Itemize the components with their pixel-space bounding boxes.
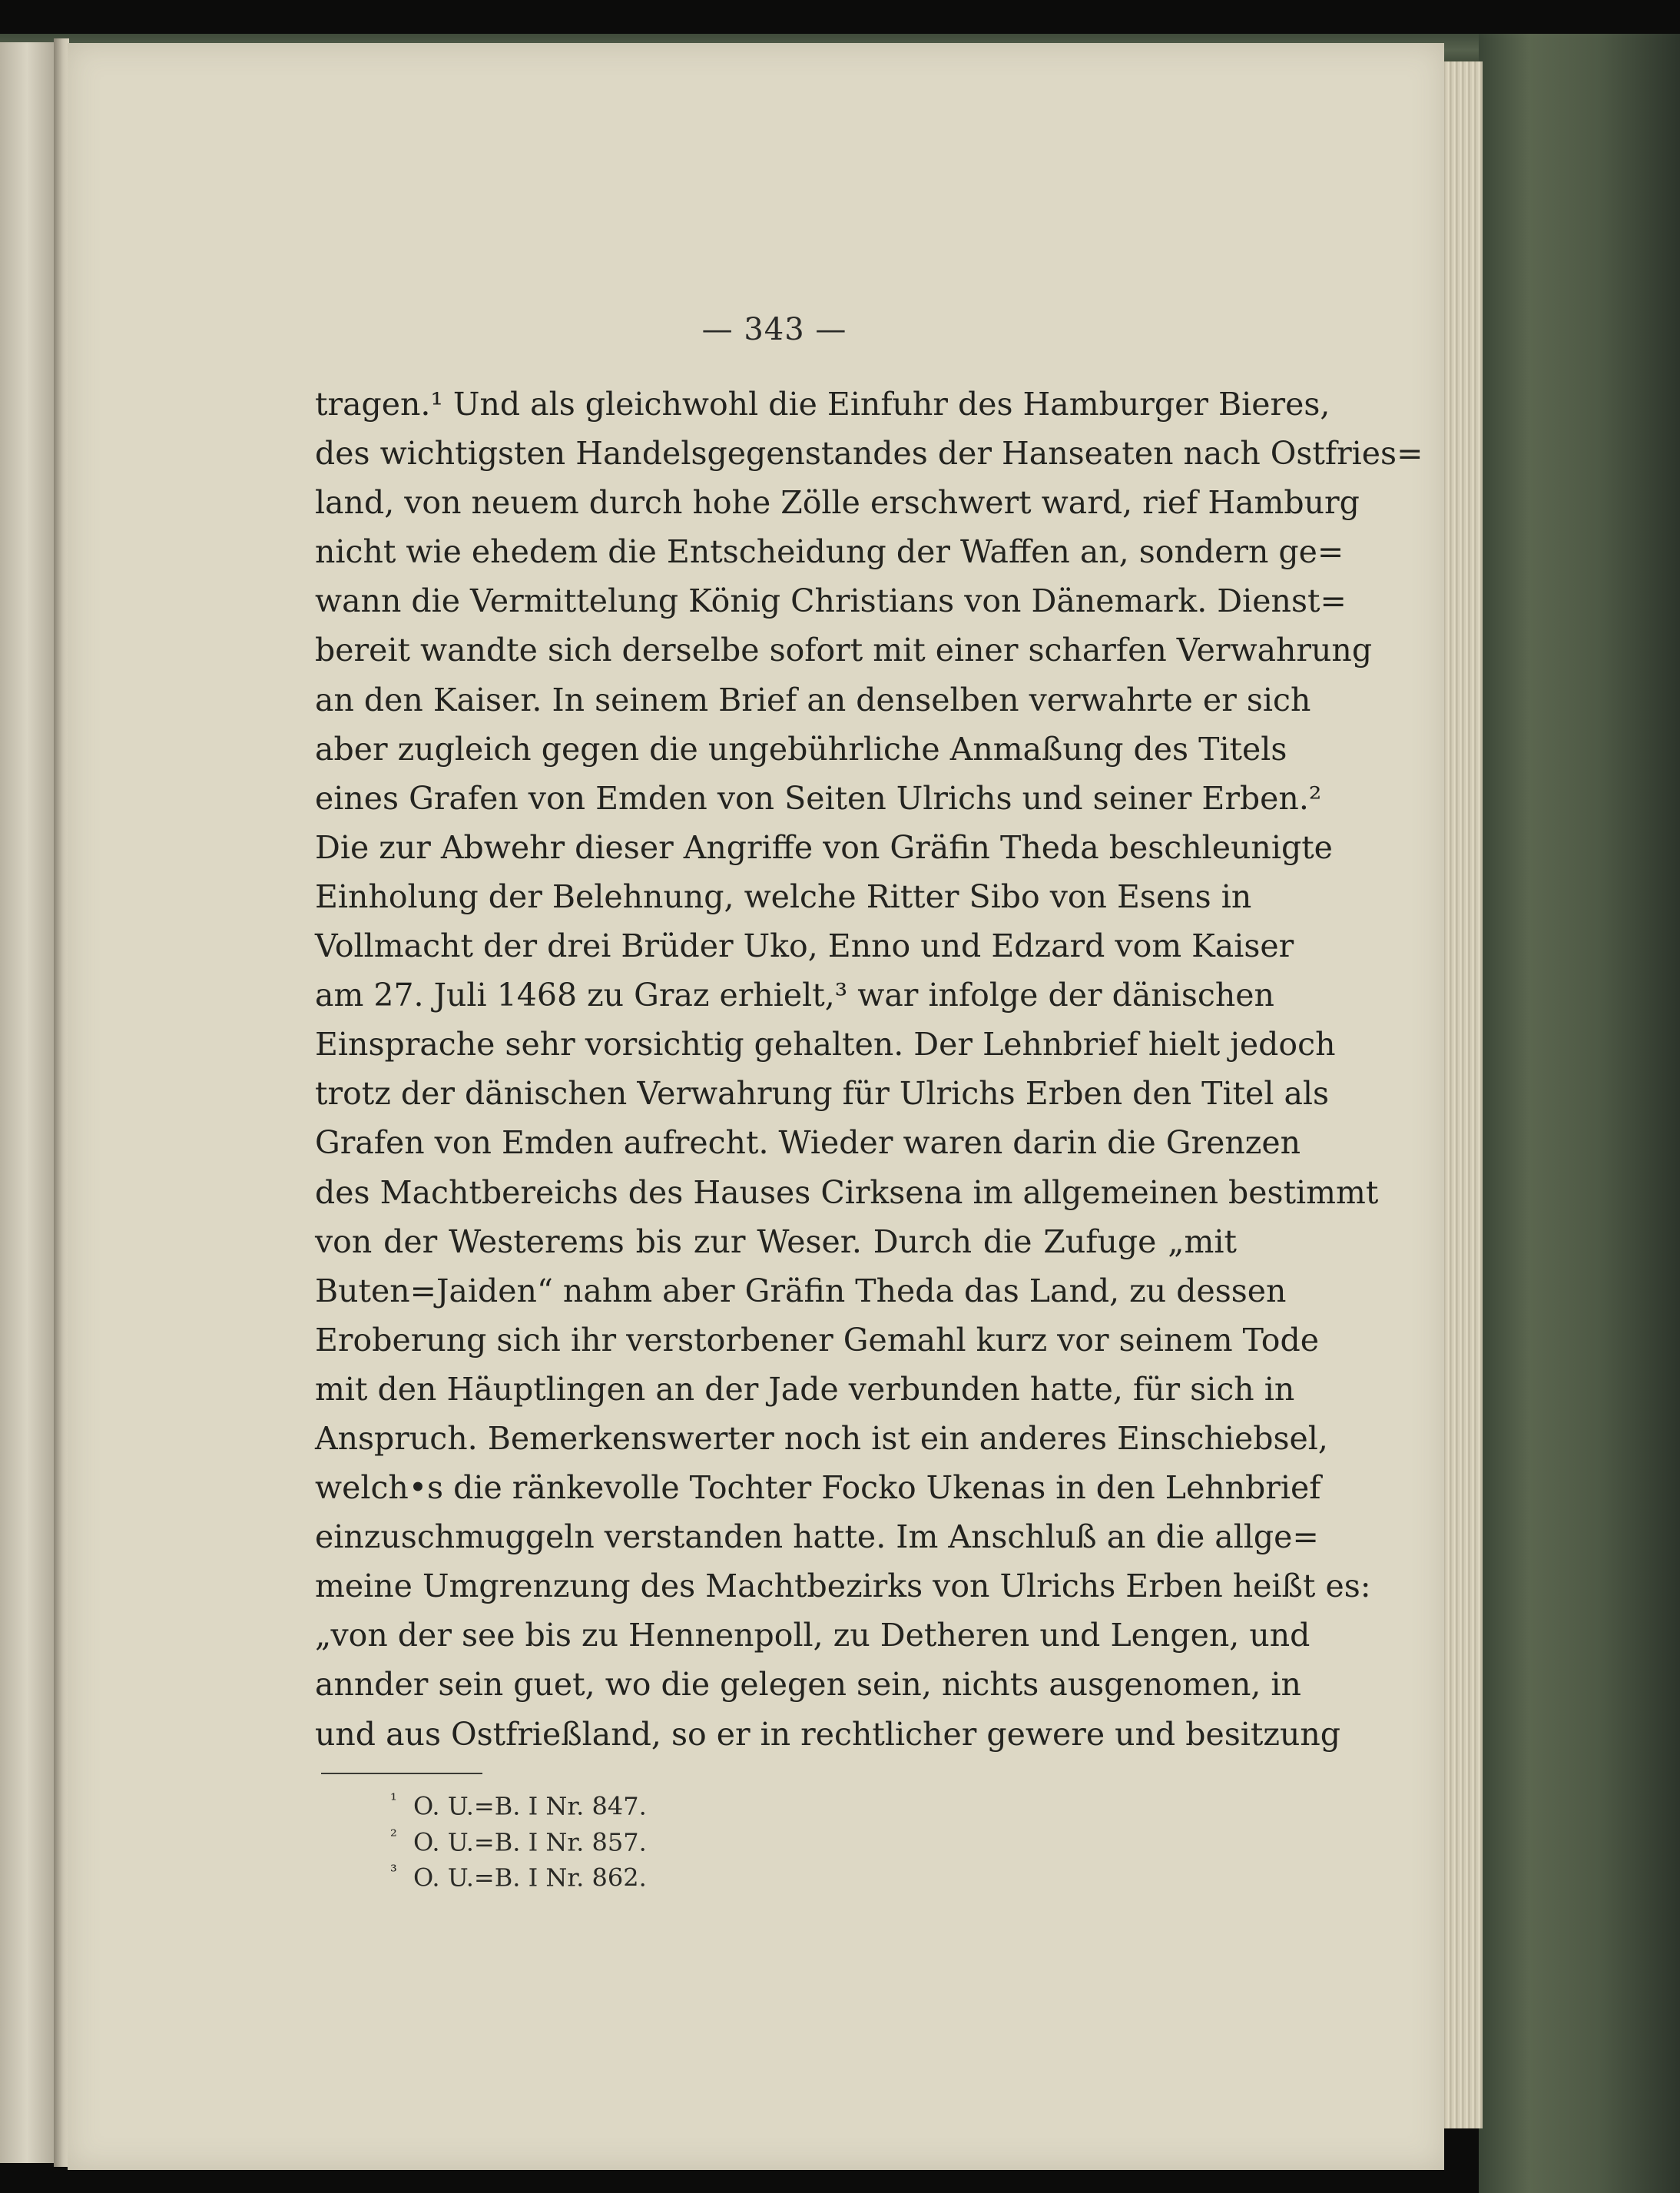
text-line: aber zugleich gegen die ungebührliche Anmaßung des Titels <box>315 730 1287 768</box>
text-line: eines Grafen von Emden von Seiten Ulrichs und seiner Erben.² <box>315 779 1322 817</box>
text-line: Anspruch. Bemerkenswerter noch ist ein anderes Einschiebsel, <box>315 1419 1328 1457</box>
text-line: und aus Ostfrießland, so er in rechtlicher gewere und besitzung <box>315 1715 1341 1753</box>
text-line: welch•s die ränkevolle Tochter Focko Ukenas in den Lehnbrief <box>315 1469 1321 1507</box>
text-line: Die zur Abwehr dieser Angriffe von Gräfin Theda beschleunigte <box>315 828 1333 866</box>
text-line: meine Umgrenzung des Machtbezirks von Ulrichs Erben heißt es: <box>315 1568 1371 1605</box>
book-gutter <box>54 38 69 2167</box>
footnote-text: O. U.=B. I Nr. 857. <box>413 1827 647 1857</box>
text-line: tragen.¹ Und als gleichwohl die Einfuhr des Hamburger Bieres, <box>315 386 1330 423</box>
body-text <box>315 380 1423 1759</box>
text-line: Vollmacht der drei Brüder Uko, Enno und Edzard vom Kaiser <box>315 927 1294 965</box>
text-line: trotz der dänischen Verwahrung für Ulrichs Erben den Titel als <box>315 1075 1330 1113</box>
text-line: nicht wie ehedem die Entscheidung der Waffen an, sondern ge= <box>315 533 1344 571</box>
text-line: wann die Vermittelung König Christians von Dänemark. Dienst= <box>315 582 1347 620</box>
page-number: — 343 — <box>701 312 847 347</box>
footnote-mark: ³ <box>390 1863 397 1883</box>
text-line: am 27. Juli 1468 zu Graz erhielt,³ war infolge der dänischen <box>315 977 1274 1014</box>
text-line: einzuschmuggeln verstanden hatte. Im Anschluß an die allge= <box>315 1518 1319 1556</box>
footnote <box>390 1857 851 1893</box>
text-line: Einsprache sehr vorsichtig gehalten. Der Lehnbrief hielt jedoch <box>315 1026 1336 1063</box>
text-line: von der Westerems bis zur Weser. Durch die Zufuge „mit <box>315 1223 1237 1260</box>
footnote-text: O. U.=B. I Nr. 862. <box>413 1863 647 1893</box>
text-line: mit den Häuptlingen an der Jade verbunden hatte, für sich in <box>315 1370 1295 1408</box>
text-line: des wichtigsten Handelsgegenstandes der Hanseaten nach Ostfries= <box>315 435 1423 473</box>
page-edges <box>1440 61 1483 2128</box>
book-cover-right <box>1479 34 1680 2193</box>
text-line: des Machtbereichs des Hauses Cirksena im allgemeinen bestimmt <box>315 1173 1379 1211</box>
footnote-mark: ² <box>390 1826 397 1846</box>
text-line: Eroberung sich ihr verstorbener Gemahl kurz vor seinem Tode <box>315 1321 1319 1359</box>
text-line: annder sein guet, wo die gelegen sein, nichts ausgenomen, in <box>315 1666 1301 1704</box>
footnote-mark: ¹ <box>390 1791 397 1810</box>
footnote-rule <box>321 1773 482 1774</box>
book-page <box>68 43 1444 2170</box>
footnote <box>390 1822 851 1858</box>
text-line: Grafen von Emden aufrecht. Wieder waren darin die Grenzen <box>315 1124 1301 1162</box>
text-line: Einholung der Belehnung, welche Ritter Sibo von Esens in <box>315 878 1252 915</box>
text-line: „von der see bis zu Hennenpoll, zu Detheren und Lengen, und <box>315 1617 1311 1654</box>
footnote-text: O. U.=B. I Nr. 847. <box>413 1791 647 1821</box>
text-line: Buten=Jaiden“ nahm aber Gräfin Theda das Land, zu dessen <box>315 1272 1287 1309</box>
facing-page-edge <box>0 42 60 2163</box>
text-line: bereit wandte sich derselbe sofort mit einer scharfen Verwahrung <box>315 632 1373 669</box>
text-line: land, von neuem durch hohe Zölle erschwert ward, rief Hamburg <box>315 484 1360 522</box>
text-line: an den Kaiser. In seinem Brief an denselben verwahrte er sich <box>315 681 1311 718</box>
footnotes <box>390 1786 851 1893</box>
footnote <box>390 1786 851 1822</box>
